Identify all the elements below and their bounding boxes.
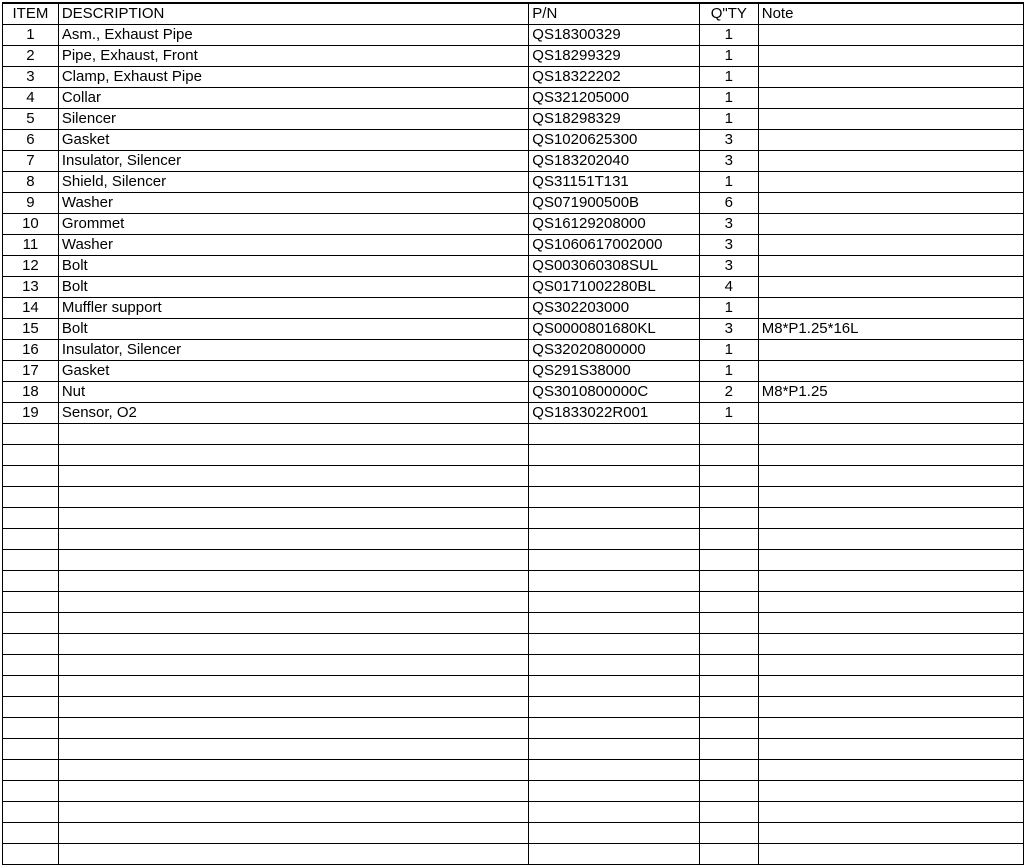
empty-cell xyxy=(699,613,758,634)
empty-cell xyxy=(3,655,59,676)
cell-item: 3 xyxy=(3,67,59,88)
cell-quantity: 3 xyxy=(699,319,758,340)
empty-cell xyxy=(3,487,59,508)
cell-item: 5 xyxy=(3,109,59,130)
empty-row xyxy=(3,697,1024,718)
empty-cell xyxy=(3,550,59,571)
cell-part-number: QS1020625300 xyxy=(529,130,700,151)
header-description: DESCRIPTION xyxy=(58,3,528,25)
empty-cell xyxy=(3,571,59,592)
empty-cell xyxy=(699,508,758,529)
empty-cell xyxy=(58,466,528,487)
cell-item: 2 xyxy=(3,46,59,67)
cell-quantity: 3 xyxy=(699,151,758,172)
cell-note xyxy=(758,193,1023,214)
cell-description: Shield, Silencer xyxy=(58,172,528,193)
empty-cell xyxy=(758,550,1023,571)
cell-part-number: QS1060617002000 xyxy=(529,235,700,256)
empty-cell xyxy=(3,718,59,739)
header-note: Note xyxy=(758,3,1023,25)
empty-row xyxy=(3,592,1024,613)
cell-description: Pipe, Exhaust, Front xyxy=(58,46,528,67)
cell-item: 1 xyxy=(3,25,59,46)
empty-cell xyxy=(58,550,528,571)
empty-cell xyxy=(3,634,59,655)
cell-description: Asm., Exhaust Pipe xyxy=(58,25,528,46)
cell-quantity: 1 xyxy=(699,109,758,130)
table-row xyxy=(3,382,1024,403)
cell-item: 4 xyxy=(3,88,59,109)
cell-part-number: QS31151T131 xyxy=(529,172,700,193)
empty-cell xyxy=(3,844,59,865)
empty-row xyxy=(3,529,1024,550)
cell-part-number: QS32020800000 xyxy=(529,340,700,361)
empty-cell xyxy=(529,739,700,760)
empty-cell xyxy=(529,781,700,802)
empty-cell xyxy=(758,676,1023,697)
empty-cell xyxy=(58,529,528,550)
empty-cell xyxy=(58,424,528,445)
empty-cell xyxy=(699,802,758,823)
empty-cell xyxy=(529,487,700,508)
empty-cell xyxy=(3,592,59,613)
cell-quantity: 3 xyxy=(699,235,758,256)
header-part-number: P/N xyxy=(529,3,700,25)
cell-part-number: QS321205000 xyxy=(529,88,700,109)
empty-cell xyxy=(3,802,59,823)
cell-note xyxy=(758,361,1023,382)
empty-row xyxy=(3,487,1024,508)
empty-cell xyxy=(529,592,700,613)
empty-cell xyxy=(699,550,758,571)
empty-cell xyxy=(58,760,528,781)
table-row xyxy=(3,109,1024,130)
cell-part-number: QS1833022R001 xyxy=(529,403,700,424)
empty-cell xyxy=(529,550,700,571)
cell-note xyxy=(758,151,1023,172)
cell-description: Clamp, Exhaust Pipe xyxy=(58,67,528,88)
cell-description: Collar xyxy=(58,88,528,109)
table-row xyxy=(3,319,1024,340)
empty-cell xyxy=(699,487,758,508)
empty-cell xyxy=(699,571,758,592)
empty-cell xyxy=(699,445,758,466)
empty-cell xyxy=(58,739,528,760)
empty-cell xyxy=(529,802,700,823)
cell-item: 7 xyxy=(3,151,59,172)
cell-quantity: 1 xyxy=(699,172,758,193)
empty-cell xyxy=(699,529,758,550)
header-row xyxy=(3,3,1024,25)
empty-row xyxy=(3,613,1024,634)
cell-quantity: 1 xyxy=(699,403,758,424)
table-row xyxy=(3,46,1024,67)
empty-cell xyxy=(529,445,700,466)
cell-note: M8*P1.25*16L xyxy=(758,319,1023,340)
empty-cell xyxy=(3,739,59,760)
empty-cell xyxy=(529,718,700,739)
empty-cell xyxy=(699,424,758,445)
cell-note xyxy=(758,235,1023,256)
empty-cell xyxy=(3,760,59,781)
cell-item: 13 xyxy=(3,277,59,298)
empty-cell xyxy=(58,781,528,802)
empty-cell xyxy=(699,655,758,676)
empty-cell xyxy=(529,676,700,697)
empty-cell xyxy=(699,592,758,613)
empty-row xyxy=(3,676,1024,697)
cell-part-number: QS18299329 xyxy=(529,46,700,67)
table-row xyxy=(3,130,1024,151)
table-row xyxy=(3,214,1024,235)
cell-note xyxy=(758,67,1023,88)
empty-cell xyxy=(699,676,758,697)
table-body xyxy=(3,25,1024,865)
empty-cell xyxy=(3,466,59,487)
cell-part-number: QS18298329 xyxy=(529,109,700,130)
empty-cell xyxy=(58,823,528,844)
cell-item: 10 xyxy=(3,214,59,235)
empty-cell xyxy=(699,718,758,739)
cell-quantity: 1 xyxy=(699,340,758,361)
cell-item: 8 xyxy=(3,172,59,193)
cell-note xyxy=(758,298,1023,319)
cell-note: M8*P1.25 xyxy=(758,382,1023,403)
empty-row xyxy=(3,760,1024,781)
cell-part-number: QS0171002280BL xyxy=(529,277,700,298)
empty-cell xyxy=(758,739,1023,760)
empty-cell xyxy=(58,571,528,592)
parts-list-table xyxy=(2,2,1024,865)
cell-part-number: QS18300329 xyxy=(529,25,700,46)
empty-cell xyxy=(529,697,700,718)
cell-description: Gasket xyxy=(58,361,528,382)
cell-quantity: 1 xyxy=(699,46,758,67)
cell-note xyxy=(758,88,1023,109)
empty-cell xyxy=(699,823,758,844)
empty-row xyxy=(3,802,1024,823)
cell-note xyxy=(758,403,1023,424)
cell-quantity: 1 xyxy=(699,298,758,319)
empty-cell xyxy=(758,634,1023,655)
cell-item: 15 xyxy=(3,319,59,340)
empty-cell xyxy=(758,760,1023,781)
empty-cell xyxy=(758,718,1023,739)
table-row xyxy=(3,298,1024,319)
cell-part-number: QS302203000 xyxy=(529,298,700,319)
cell-note xyxy=(758,340,1023,361)
cell-item: 16 xyxy=(3,340,59,361)
empty-cell xyxy=(699,760,758,781)
empty-row xyxy=(3,508,1024,529)
cell-quantity: 1 xyxy=(699,88,758,109)
header-item: ITEM xyxy=(3,3,59,25)
empty-row xyxy=(3,466,1024,487)
cell-note xyxy=(758,46,1023,67)
cell-item: 11 xyxy=(3,235,59,256)
table-row xyxy=(3,67,1024,88)
empty-cell xyxy=(58,655,528,676)
table-row xyxy=(3,277,1024,298)
empty-row xyxy=(3,550,1024,571)
empty-cell xyxy=(699,781,758,802)
empty-row xyxy=(3,655,1024,676)
empty-cell xyxy=(699,634,758,655)
table-row xyxy=(3,340,1024,361)
empty-cell xyxy=(758,466,1023,487)
cell-item: 18 xyxy=(3,382,59,403)
cell-part-number: QS3010800000C xyxy=(529,382,700,403)
empty-row xyxy=(3,634,1024,655)
empty-cell xyxy=(529,844,700,865)
cell-quantity: 6 xyxy=(699,193,758,214)
cell-note xyxy=(758,130,1023,151)
empty-cell xyxy=(58,613,528,634)
empty-cell xyxy=(758,592,1023,613)
cell-description: Bolt xyxy=(58,256,528,277)
empty-cell xyxy=(758,655,1023,676)
cell-description: Silencer xyxy=(58,109,528,130)
cell-part-number: QS16129208000 xyxy=(529,214,700,235)
empty-cell xyxy=(758,571,1023,592)
table-row xyxy=(3,235,1024,256)
cell-part-number: QS183202040 xyxy=(529,151,700,172)
empty-cell xyxy=(3,613,59,634)
cell-part-number: QS0000801680KL xyxy=(529,319,700,340)
empty-cell xyxy=(58,592,528,613)
empty-cell xyxy=(529,529,700,550)
cell-item: 9 xyxy=(3,193,59,214)
cell-description: Gasket xyxy=(58,130,528,151)
cell-quantity: 3 xyxy=(699,256,758,277)
cell-note xyxy=(758,214,1023,235)
cell-description: Nut xyxy=(58,382,528,403)
cell-description: Muffler support xyxy=(58,298,528,319)
empty-cell xyxy=(58,487,528,508)
empty-cell xyxy=(58,508,528,529)
cell-quantity: 3 xyxy=(699,130,758,151)
empty-cell xyxy=(699,844,758,865)
empty-cell xyxy=(58,802,528,823)
cell-part-number: QS291S38000 xyxy=(529,361,700,382)
empty-row xyxy=(3,424,1024,445)
empty-cell xyxy=(758,424,1023,445)
cell-item: 6 xyxy=(3,130,59,151)
empty-cell xyxy=(529,508,700,529)
cell-description: Bolt xyxy=(58,319,528,340)
empty-cell xyxy=(58,697,528,718)
empty-cell xyxy=(3,529,59,550)
table-row xyxy=(3,256,1024,277)
empty-cell xyxy=(3,676,59,697)
cell-description: Insulator, Silencer xyxy=(58,340,528,361)
empty-cell xyxy=(699,697,758,718)
empty-cell xyxy=(3,781,59,802)
empty-cell xyxy=(758,445,1023,466)
empty-row xyxy=(3,844,1024,865)
empty-row xyxy=(3,718,1024,739)
table-row xyxy=(3,25,1024,46)
table-row xyxy=(3,88,1024,109)
empty-cell xyxy=(58,676,528,697)
cell-quantity: 1 xyxy=(699,361,758,382)
empty-cell xyxy=(758,613,1023,634)
empty-cell xyxy=(3,697,59,718)
empty-cell xyxy=(3,424,59,445)
cell-description: Grommet xyxy=(58,214,528,235)
cell-note xyxy=(758,256,1023,277)
cell-note xyxy=(758,25,1023,46)
empty-cell xyxy=(529,424,700,445)
table-row xyxy=(3,193,1024,214)
cell-part-number: QS18322202 xyxy=(529,67,700,88)
empty-row xyxy=(3,781,1024,802)
empty-cell xyxy=(758,697,1023,718)
cell-note xyxy=(758,277,1023,298)
cell-quantity: 4 xyxy=(699,277,758,298)
empty-cell xyxy=(529,613,700,634)
empty-cell xyxy=(758,781,1023,802)
table-row xyxy=(3,172,1024,193)
empty-cell xyxy=(3,823,59,844)
empty-cell xyxy=(758,508,1023,529)
empty-cell xyxy=(58,634,528,655)
empty-cell xyxy=(58,718,528,739)
cell-description: Washer xyxy=(58,193,528,214)
cell-description: Sensor, O2 xyxy=(58,403,528,424)
cell-note xyxy=(758,109,1023,130)
empty-cell xyxy=(529,571,700,592)
cell-description: Insulator, Silencer xyxy=(58,151,528,172)
cell-part-number: QS071900500B xyxy=(529,193,700,214)
empty-cell xyxy=(758,823,1023,844)
empty-row xyxy=(3,571,1024,592)
cell-item: 14 xyxy=(3,298,59,319)
cell-item: 19 xyxy=(3,403,59,424)
empty-row xyxy=(3,445,1024,466)
empty-cell xyxy=(699,739,758,760)
empty-cell xyxy=(758,487,1023,508)
cell-quantity: 3 xyxy=(699,214,758,235)
empty-cell xyxy=(758,844,1023,865)
empty-cell xyxy=(3,508,59,529)
empty-cell xyxy=(699,466,758,487)
cell-part-number: QS003060308SUL xyxy=(529,256,700,277)
table-row xyxy=(3,403,1024,424)
empty-cell xyxy=(529,466,700,487)
empty-cell xyxy=(529,760,700,781)
empty-cell xyxy=(529,655,700,676)
table-row xyxy=(3,151,1024,172)
empty-cell xyxy=(529,823,700,844)
empty-cell xyxy=(3,445,59,466)
cell-note xyxy=(758,172,1023,193)
cell-quantity: 2 xyxy=(699,382,758,403)
cell-description: Bolt xyxy=(58,277,528,298)
empty-row xyxy=(3,823,1024,844)
cell-item: 17 xyxy=(3,361,59,382)
cell-item: 12 xyxy=(3,256,59,277)
empty-cell xyxy=(758,802,1023,823)
cell-quantity: 1 xyxy=(699,25,758,46)
empty-cell xyxy=(58,844,528,865)
empty-cell xyxy=(58,445,528,466)
cell-description: Washer xyxy=(58,235,528,256)
empty-cell xyxy=(758,529,1023,550)
empty-row xyxy=(3,739,1024,760)
header-quantity: Q"TY xyxy=(699,3,758,25)
empty-cell xyxy=(529,634,700,655)
table-row xyxy=(3,361,1024,382)
cell-quantity: 1 xyxy=(699,67,758,88)
